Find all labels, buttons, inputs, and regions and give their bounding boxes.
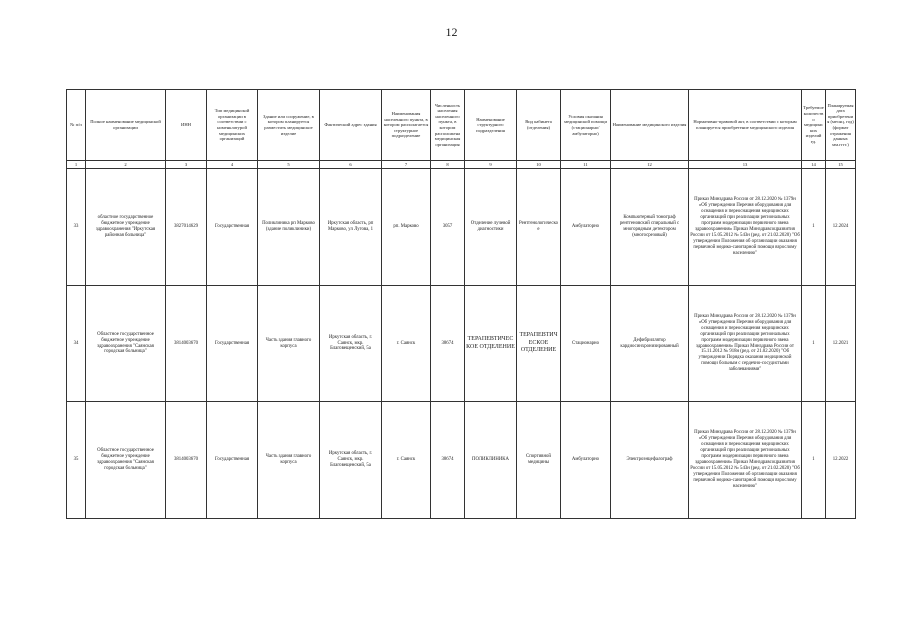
equipment-table	[66, 89, 856, 519]
locality: г. Саянск	[382, 402, 431, 519]
header-cell: Здание или сооружение, в котором планируется разместить медицинское изделие	[258, 90, 320, 161]
device-name: Дефибриллятор кардиосинхронизированный	[611, 286, 689, 402]
row-number: 33	[67, 169, 86, 286]
locality: рп. Марково	[382, 169, 431, 286]
population: 38674	[431, 402, 465, 519]
header-cell: Планируемая дата приобретения (месяц, год) (формат отражения данных мм.гггг.)	[826, 90, 856, 161]
header-cell: Наименования населенного пункта, в котором располагается структурное подразделение	[382, 90, 431, 161]
column-number: 1	[67, 161, 86, 169]
page-number: 12	[445, 25, 458, 39]
header-cell: Наименование медицинского изделия	[611, 90, 689, 161]
column-number-row	[67, 161, 856, 169]
header-cell: Требуемое количество медицинских изделий ед.	[802, 90, 826, 161]
population: 38674	[431, 286, 465, 402]
header-cell: Полное наименование медицинской организации	[86, 90, 166, 161]
header-row	[67, 90, 856, 161]
organization-name: Областное государственное бюджетное учреждение здравоохранения "Саянская городская больница"	[86, 402, 166, 519]
legal-act: Приказ Минздрава России от 28.12.2020 № 1379н «Об утверждении Перечня оборудования для оснащения и переоснащения медицинских организаций при реализации региональных программ модернизации первичного звена здравоохранения» Приказ Минздравсоцразвития России от 15.05.2012 № 543н (ред. от 21.02.2020) "Об утверждении Положения об организации оказания первичной медико-санитарной помощи взрослому населению"	[689, 169, 802, 286]
column-number: 8	[431, 161, 465, 169]
column-number: 14	[802, 161, 826, 169]
header-cell: ИНН	[166, 90, 207, 161]
organization-name: областное государственное бюджетное учреждение здравоохранения "Иркутская районная больница"	[86, 169, 166, 286]
column-number: 2	[86, 161, 166, 169]
organization-type: Государственная	[207, 402, 258, 519]
care-conditions: Амбулаторно	[561, 169, 611, 286]
header-cell: Тип медицинской организации в соответствии с номенклатурой медицинских организаций	[207, 90, 258, 161]
organization-type: Государственная	[207, 169, 258, 286]
legal-act: Приказ Минздрава России от 28.12.2020 № 1379н «Об утверждении Перечня оборудования для оснащения и переоснащения медицинских организаций при реализации региональных программ модернизации первичного звена здравоохранения» Приказ Минздрава России от 15.11.2012 № 918н (ред. от 21.02.2020) "Об утверждении Порядка оказания медицинской помощи больным с сердечно-сосудистыми заболеваниями"	[689, 286, 802, 402]
care-conditions: Амбулаторно	[561, 402, 611, 519]
building: Поликлиника рп Марково (здание поликлиники)	[258, 169, 320, 286]
column-number: 3	[166, 161, 207, 169]
address: Иркутская область, г. Саянск, мкр. Благовещенский, 5а	[320, 402, 382, 519]
care-conditions: Стационарно	[561, 286, 611, 402]
column-number: 11	[561, 161, 611, 169]
building: Часть здания главного корпуса	[258, 286, 320, 402]
column-number: 13	[689, 161, 802, 169]
purchase-date: 12.2022	[826, 402, 856, 519]
quantity: 1	[802, 286, 826, 402]
column-number: 5	[258, 161, 320, 169]
purchase-date: 12.2024	[826, 169, 856, 286]
header-cell: № п/п	[67, 90, 86, 161]
address: Иркутская область, г. Саянск, мкр. Благовещенский, 5а	[320, 286, 382, 402]
organization-name: Областное государственное бюджетное учреждение здравоохранения "Саянская городская больница"	[86, 286, 166, 402]
table-row	[67, 169, 856, 286]
header-cell: Численность населения населенного пункта, в котором расположена медицинская организация	[431, 90, 465, 161]
column-number: 10	[517, 161, 561, 169]
structural-unit: Отделение лучевой диагностики	[465, 169, 517, 286]
inn: 3827014629	[166, 169, 207, 286]
population: 3057	[431, 169, 465, 286]
purchase-date: 12.2021	[826, 286, 856, 402]
quantity: 1	[802, 402, 826, 519]
device-name: Электроэнцефалограф	[611, 402, 689, 519]
table-row	[67, 286, 856, 402]
row-number: 34	[67, 286, 86, 402]
inn: 3814003670	[166, 286, 207, 402]
column-number: 15	[826, 161, 856, 169]
quantity: 1	[802, 169, 826, 286]
table-row	[67, 402, 856, 519]
header-cell: Вид кабинета (отделения)	[517, 90, 561, 161]
column-number: 4	[207, 161, 258, 169]
device-name: Компьютерный томограф рентгеновский спиральный с многорядным детектором (многосрезовый)	[611, 169, 689, 286]
organization-type: Государственная	[207, 286, 258, 402]
building: Часть здания главного корпуса	[258, 402, 320, 519]
cabinet-type: ТЕРАПЕВТИЧЕСКОЕ ОТДЕЛЕНИЕ	[517, 286, 561, 402]
address: Иркутская область, рп Марково, ул Лугова, 1	[320, 169, 382, 286]
column-number: 7	[382, 161, 431, 169]
header-cell: Фактический адрес здания	[320, 90, 382, 161]
header-cell: Наименование структурного подразделения	[465, 90, 517, 161]
header-cell: Условия оказания медицинской помощи (стационарно/амбулаторно)	[561, 90, 611, 161]
column-number: 9	[465, 161, 517, 169]
column-number: 12	[611, 161, 689, 169]
locality: г. Саянск	[382, 286, 431, 402]
structural-unit: ПОЛИКЛИНИКА	[465, 402, 517, 519]
row-number: 35	[67, 402, 86, 519]
cabinet-type: Рентгенологическое	[517, 169, 561, 286]
cabinet-type: Спортивной медицины	[517, 402, 561, 519]
column-number: 6	[320, 161, 382, 169]
header-cell: Нормативно-правовой акт, в соответствии с которым планируется приобретение медицинского изделия	[689, 90, 802, 161]
inn: 3814003670	[166, 402, 207, 519]
structural-unit: ТЕРАПЕВТИЧЕСКОЕ ОТДЕЛЕНИЕ	[465, 286, 517, 402]
legal-act: Приказ Минздрава России от 28.12.2020 № 1379н «Об утверждении Перечня оборудования для оснащения и переоснащения медицинских организаций при реализации региональных программ модернизации первичного звена здравоохранения» Приказ Минздравсоцразвития России от 15.05.2012 № 543н (ред. от 21.02.2020) "Об утверждении Положения об организации оказания первичной медико-санитарной помощи взрослому населению"	[689, 402, 802, 519]
